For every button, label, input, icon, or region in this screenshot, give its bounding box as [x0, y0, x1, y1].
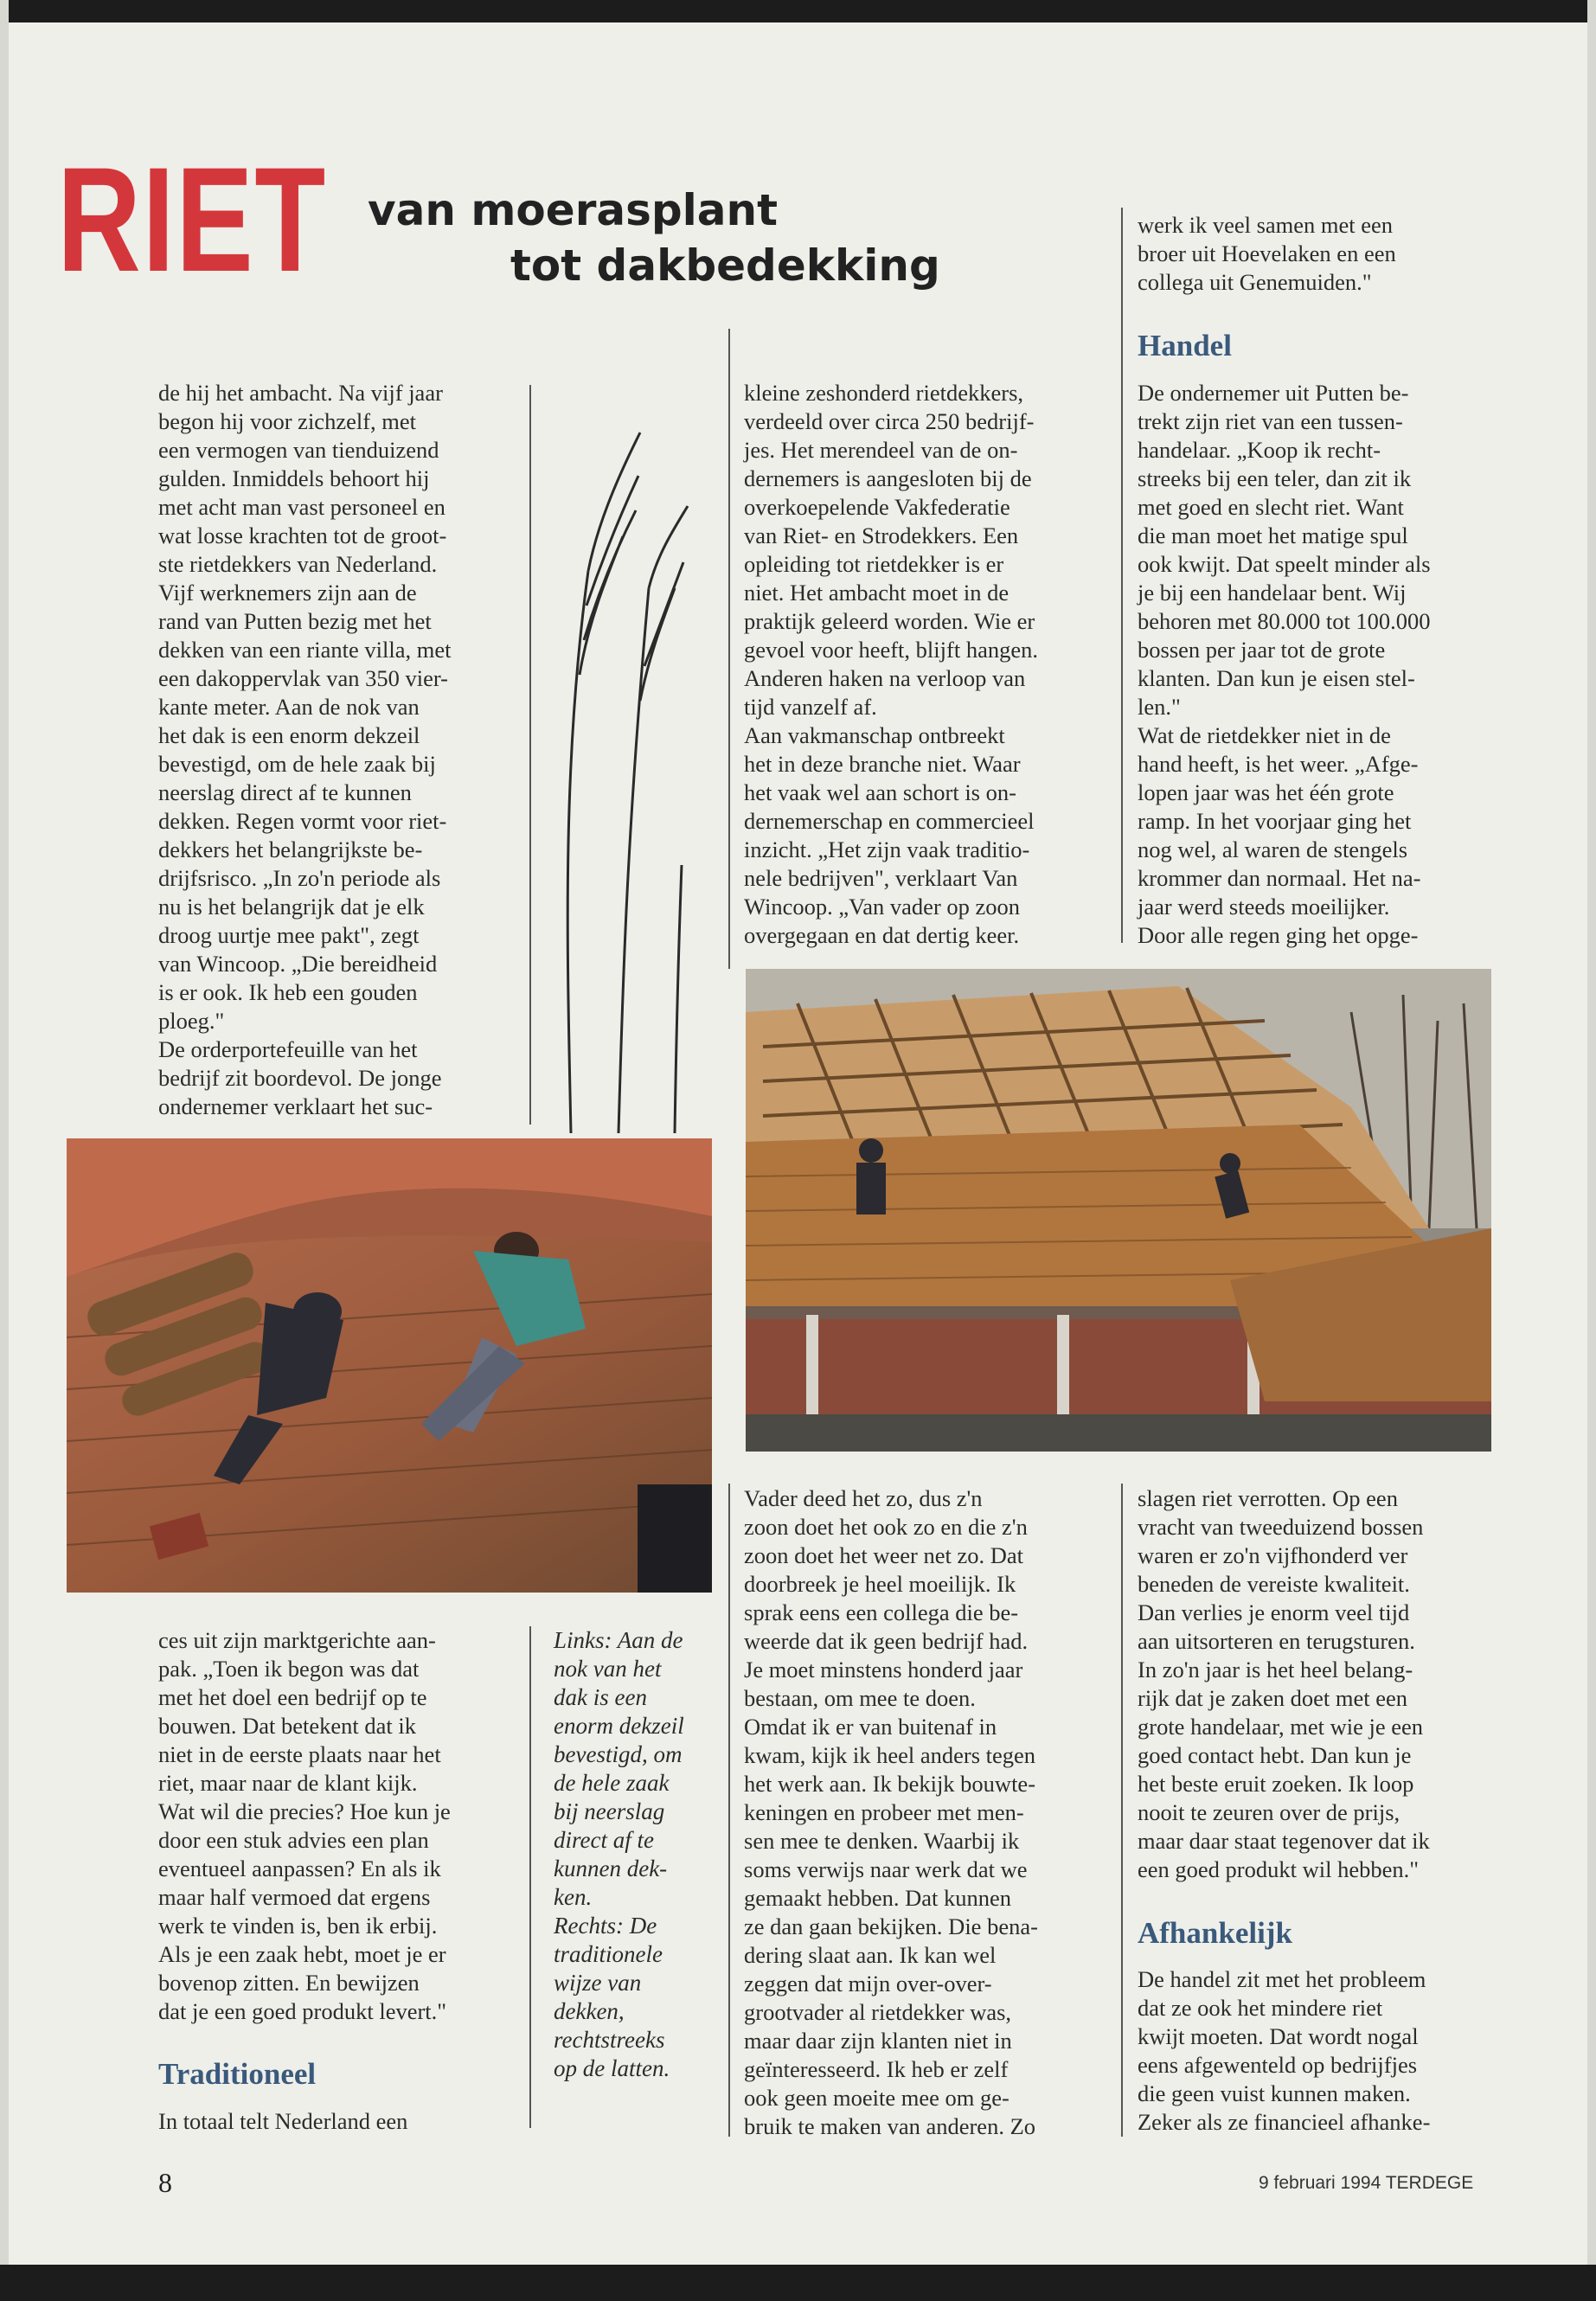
- bottom-border: [0, 2265, 1596, 2301]
- article-text-right-bottom: slagen riet verrotten. Op een vracht van tweeduizend bossen waren er zo'n vijfhonderd ver beneden de vereiste kwaliteit. Dan verlies je enorm veel tijd aan uitsorteren en terugsturen. In zo'n jaar is het heel belang- rijk dat je zaken doet met een grote handelaar, met wie je een goed contact hebt. Dan kun je het beste eruit zoeken. Ik loop nooit te zeuren over de prijs, maar daar staat tegenover dat ik een goed produkt wil hebben.": [1138, 1485, 1430, 1882]
- article-subtitle-line2: tot dakbedekking: [510, 240, 940, 291]
- article-text-right-afhankelijk: De handel zit met het probleem dat ze ook het mindere riet kwijt moeten. Dat wordt nogal eens afgewenteld op bedrijfjes die geen vuist kunnen maken. Zeker als ze financieel afhanke-: [1138, 1966, 1431, 2135]
- heading-afhankelijk: Afhankelijk: [1138, 1916, 1292, 1950]
- column-rule-6: [1121, 1484, 1123, 2137]
- article-title: RIET: [57, 137, 327, 303]
- article-subtitle-line1: van moerasplant: [368, 185, 779, 235]
- photo-roofers-ridge: [67, 1138, 712, 1593]
- column-rule-2: [728, 329, 730, 969]
- column-rule-3: [1121, 208, 1123, 943]
- article-text-left-bottom: ces uit zijn marktgerichte aan- pak. „Toen ik begon was dat met het doel een bedrijf op te bouwen. Dat betekent dat ik niet in de eerste plaats naar het riet, maar naar de klant kijk. Wat wil die precies? Hoe kun je door een stuk advies een plan eventueel aanpassen? En als ik maar half vermoed dat ergens werk te vinden is, ben ik erbij. Als je een zaak hebt, moet je er bovenop zitten. En bewijzen dat je een goed produkt levert.": [158, 1627, 451, 2024]
- article-text-mid-bottom: Vader deed het zo, dus z'n zoon doet het ook zo en die z'n zoon doet het weer net zo. Dat doorbreek je heel moeilijk. Ik sprak eens een collega die be- weerde dat ik geen bedrijf had. Je moet minstens honderd jaar bestaan, om mee te doen. Omdat ik er van buitenaf in kwam, kijk ik heel anders tegen het werk aan. Ik bekijk bouwte- keningen en probeer met men- sen mee te denken. Waarbij ik soms verwijs naar werk dat we gemaakt hebben. Dat kunnen ze dan gaan bekijken. Die bena- dering slaat aan. Ik kan wel zeggen dat mijn over-over- grootvader al rietdekker was, maar daar zijn klanten niet in geïnteresseerd. Ik heb er zelf ook geen moeite mee om ge- bruik te maken van anderen. Zo: [744, 1485, 1038, 2139]
- reed-illustration: [536, 415, 709, 1133]
- page-right-edge: [1587, 0, 1596, 2301]
- article-text-right-handel: De ondernemer uit Putten be- trekt zijn riet van een tussen- handelaar. „Koop ik recht- streeks bij een teler, dan zit ik met goed en slecht riet. Want die man moet het matige spul ook kwijt. Dat speelt minder als je bij een handelaar bent. Wij behoren met 80.000 tot 100.000 bossen per jaar tot de grote klanten. Dan kun je eisen stel- len." Wat de rietdekker niet in de hand heeft, is het weer. „Afge- lopen jaar was het één grote ramp. In het voorjaar ging het nog wel, al waren de stengels krommer dan normaal. Het na- jaar werd steeds moeilijker. Door alle regen ging het opge-: [1138, 380, 1431, 948]
- photo-caption: Links: Aan de nok van het dak is een enorm dekzeil bevestigd, om de hele zaak bij neerslag direct af te kunnen dek- ken. Rechts: De traditionele wijze van dekken, rechtstreeks op de latten.: [554, 1627, 684, 2081]
- page-number: 8: [158, 2167, 172, 2198]
- page-left-edge: [0, 0, 9, 2301]
- column-rule-5: [728, 1484, 730, 2137]
- article-text-left-top: de hij het ambacht. Na vijf jaar begon hij voor zichzelf, met een vermogen van tienduizend gulden. Inmiddels behoort hij met acht man vast personeel en wat losse krachten tot de groot- ste rietdekkers van Nederland. Vijf werknemers zijn aan de rand van Putten bezig met het dekken van een riante villa, met een dakoppervlak van 350 vier- kante meter. Aan de nok van het dak is een enorm dekzeil bevestigd, om de hele zaak bij neerslag direct af te kunnen dekken. Regen vormt voor riet- dekkers het belangrijkste be- drijfsrisco. „In zo'n periode als nu is het belangrijk dat je elk droog uurtje mee pakt", zegt van Wincoop. „Die bereidheid is er ook. Ik heb een gouden ploeg." De orderportefeuille van het bedrijf zit boordevol. De jonge ondernemer verklaart het suc-: [158, 380, 452, 1119]
- article-text-mid-top: kleine zeshonderd rietdekkers, verdeeld over circa 250 bedrijf- jes. Het merendeel van de on- dernemers is aangesloten bij de overkoepelende Vakfederatie van Riet- en Strodekkers. Een opleiding tot rietdekker is er niet. Het ambacht moet in de praktijk geleerd worden. Wie er gevoel voor heeft, blijft hangen. Anderen haken na verloop van tijd vanzelf af. Aan vakmanschap ontbreekt het in deze branche niet. Waar het vaak wel aan schort is on- dernemerschap en commercieel inzicht. „Het zijn vaak traditio- nele bedrijven", verklaart Van Wincoop. „Van vader op zoon overgegaan en dat dertig keer.: [744, 380, 1038, 948]
- issue-footer: 9 februari 1994 TERDEGE: [1259, 2173, 1474, 2193]
- article-text-left-traditioneel: In totaal telt Nederland een: [158, 2108, 408, 2134]
- heading-handel: Handel: [1138, 329, 1232, 362]
- heading-traditioneel: Traditioneel: [158, 2057, 317, 2091]
- top-border: [0, 0, 1596, 22]
- column-rule-4: [529, 1626, 531, 2128]
- article-text-right-top: werk ik veel samen met een broer uit Hoevelaken en een collega uit Genemuiden.": [1138, 212, 1396, 295]
- photo-roof-laths: [746, 969, 1491, 1452]
- column-rule-1: [529, 385, 531, 1125]
